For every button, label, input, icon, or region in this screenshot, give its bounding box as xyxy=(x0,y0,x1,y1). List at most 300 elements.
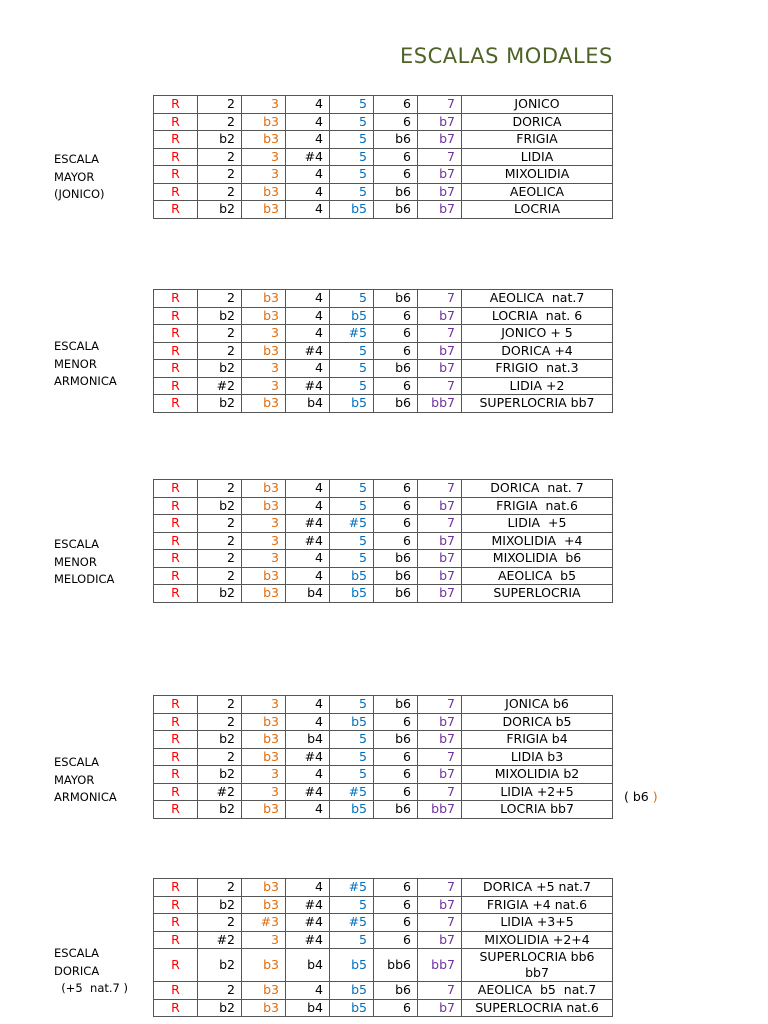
root-cell: R xyxy=(154,713,198,731)
degree-cell: b7 xyxy=(418,307,462,325)
table-row xyxy=(154,949,613,982)
degree-cell: b6 xyxy=(374,183,418,201)
note-text: b6 xyxy=(632,789,649,804)
degree-cell: 5 xyxy=(330,148,374,166)
table-row xyxy=(154,914,613,932)
degree-cell: 2 xyxy=(198,914,242,932)
table-row xyxy=(154,377,613,395)
degree-cell: 4 xyxy=(286,480,330,498)
degree-cell: b2 xyxy=(198,497,242,515)
degree-cell: 4 xyxy=(286,183,330,201)
degree-cell: b7 xyxy=(418,183,462,201)
degree-cell: 2 xyxy=(198,515,242,533)
table-row xyxy=(154,696,613,714)
degree-cell: b6 xyxy=(374,131,418,149)
mode-name-cell: LIDIA +5 xyxy=(462,515,613,533)
degree-cell: b3 xyxy=(242,183,286,201)
mode-name-cell: MIXOLIDIA +2+4 xyxy=(462,931,613,949)
degree-cell: b7 xyxy=(418,731,462,749)
degree-cell: 7 xyxy=(418,982,462,1000)
degree-cell: b6 xyxy=(374,550,418,568)
degree-cell: b7 xyxy=(418,532,462,550)
table-row xyxy=(154,290,613,308)
table-row xyxy=(154,982,613,1000)
root-cell: R xyxy=(154,377,198,395)
root-cell: R xyxy=(154,896,198,914)
mode-name-cell: AEOLICA b5 xyxy=(462,567,613,585)
note-close-paren: ) xyxy=(648,789,658,804)
root-cell: R xyxy=(154,532,198,550)
degree-cell: b4 xyxy=(286,999,330,1017)
table-row xyxy=(154,748,613,766)
degree-cell: #4 xyxy=(286,748,330,766)
degree-cell: b5 xyxy=(330,999,374,1017)
degree-cell: 6 xyxy=(374,148,418,166)
degree-cell: 5 xyxy=(330,131,374,149)
mode-name-cell: AEOLICA xyxy=(462,183,613,201)
degree-cell: 2 xyxy=(198,325,242,343)
mode-name-cell: FRIGIA xyxy=(462,131,613,149)
mode-name-cell: SUPERLOCRIA bb7 xyxy=(462,395,613,413)
table-row xyxy=(154,183,613,201)
degree-cell: 6 xyxy=(374,766,418,784)
degree-cell: 2 xyxy=(198,567,242,585)
degree-cell: 5 xyxy=(330,748,374,766)
degree-cell: 3 xyxy=(242,696,286,714)
degree-cell: 5 xyxy=(330,532,374,550)
degree-cell: b3 xyxy=(242,342,286,360)
degree-cell: b3 xyxy=(242,801,286,819)
scale-label: ESCALA DORICA (+5 nat.7 ) xyxy=(54,946,129,995)
degree-cell: 4 xyxy=(286,360,330,378)
table-row xyxy=(154,896,613,914)
degree-cell: #4 xyxy=(286,532,330,550)
degree-cell: b3 xyxy=(242,307,286,325)
root-cell: R xyxy=(154,290,198,308)
table-row xyxy=(154,201,613,219)
degree-cell: 7 xyxy=(418,748,462,766)
table-row xyxy=(154,480,613,498)
degree-cell: 6 xyxy=(374,497,418,515)
table-row xyxy=(154,395,613,413)
root-cell: R xyxy=(154,497,198,515)
degree-cell: 6 xyxy=(374,325,418,343)
degree-cell: 6 xyxy=(374,896,418,914)
degree-cell: b3 xyxy=(242,896,286,914)
degree-cell: #5 xyxy=(330,914,374,932)
degree-cell: bb7 xyxy=(418,395,462,413)
degree-cell: 5 xyxy=(330,896,374,914)
degree-cell: 6 xyxy=(374,113,418,131)
degree-cell: b7 xyxy=(418,766,462,784)
degree-cell: #5 xyxy=(330,325,374,343)
degree-cell: b2 xyxy=(198,201,242,219)
mode-name-cell: SUPERLOCRIA nat.6 xyxy=(462,999,613,1017)
root-cell: R xyxy=(154,183,198,201)
root-cell: R xyxy=(154,96,198,114)
mode-name-cell: DORICA nat. 7 xyxy=(462,480,613,498)
root-cell: R xyxy=(154,931,198,949)
mode-name-cell: LIDIA +3+5 xyxy=(462,914,613,932)
root-cell: R xyxy=(154,395,198,413)
degree-cell: b5 xyxy=(330,585,374,603)
degree-cell: 6 xyxy=(374,166,418,184)
degree-cell: b4 xyxy=(286,395,330,413)
degree-cell: b3 xyxy=(242,290,286,308)
degree-cell: #5 xyxy=(330,879,374,897)
root-cell: R xyxy=(154,550,198,568)
degree-cell: b6 xyxy=(374,360,418,378)
degree-cell: 6 xyxy=(374,480,418,498)
root-cell: R xyxy=(154,201,198,219)
degree-cell: b4 xyxy=(286,949,330,982)
table-row xyxy=(154,166,613,184)
degree-cell: 5 xyxy=(330,931,374,949)
degree-cell: 2 xyxy=(198,480,242,498)
root-cell: R xyxy=(154,949,198,982)
mode-name-cell: MIXOLIDIA xyxy=(462,166,613,184)
degree-cell: 4 xyxy=(286,982,330,1000)
degree-cell: 2 xyxy=(198,982,242,1000)
degree-cell: 2 xyxy=(198,290,242,308)
degree-cell: b6 xyxy=(374,201,418,219)
degree-cell: b2 xyxy=(198,801,242,819)
degree-cell: b6 xyxy=(374,567,418,585)
mode-table xyxy=(153,695,613,819)
table-row xyxy=(154,783,613,801)
degree-cell: 4 xyxy=(286,113,330,131)
degree-cell: 4 xyxy=(286,696,330,714)
degree-cell: b2 xyxy=(198,999,242,1017)
degree-cell: 3 xyxy=(242,532,286,550)
degree-cell: #4 xyxy=(286,342,330,360)
degree-cell: 5 xyxy=(330,96,374,114)
degree-cell: 2 xyxy=(198,713,242,731)
root-cell: R xyxy=(154,696,198,714)
degree-cell: 6 xyxy=(374,713,418,731)
table-row xyxy=(154,497,613,515)
degree-cell: b7 xyxy=(418,931,462,949)
degree-cell: 2 xyxy=(198,183,242,201)
degree-cell: b7 xyxy=(418,550,462,568)
degree-cell: b5 xyxy=(330,801,374,819)
mode-table xyxy=(153,289,613,413)
degree-cell: 4 xyxy=(286,550,330,568)
mode-name-cell: LIDIA b3 xyxy=(462,748,613,766)
degree-cell: 7 xyxy=(418,96,462,114)
degree-cell: 6 xyxy=(374,515,418,533)
table-row xyxy=(154,515,613,533)
mode-name-cell: MIXOLIDIA b6 xyxy=(462,550,613,568)
degree-cell: b3 xyxy=(242,497,286,515)
degree-cell: b4 xyxy=(286,585,330,603)
mode-table xyxy=(153,95,613,219)
root-cell: R xyxy=(154,131,198,149)
degree-cell: 5 xyxy=(330,696,374,714)
degree-cell: 7 xyxy=(418,290,462,308)
degree-cell: #2 xyxy=(198,931,242,949)
degree-cell: b2 xyxy=(198,307,242,325)
table-row xyxy=(154,325,613,343)
root-cell: R xyxy=(154,360,198,378)
degree-cell: b3 xyxy=(242,879,286,897)
degree-cell: 6 xyxy=(374,914,418,932)
side-note xyxy=(624,789,658,804)
degree-cell: 4 xyxy=(286,201,330,219)
mode-name-cell: FRIGIA +4 nat.6 xyxy=(462,896,613,914)
degree-cell: b2 xyxy=(198,766,242,784)
degree-cell: b7 xyxy=(418,713,462,731)
mode-name-cell: DORICA xyxy=(462,113,613,131)
degree-cell: 2 xyxy=(198,342,242,360)
mode-name-cell: FRIGIA b4 xyxy=(462,731,613,749)
scale-label: ESCALA MAYOR ARMONICA xyxy=(54,755,117,804)
degree-cell: 5 xyxy=(330,113,374,131)
table-row xyxy=(154,148,613,166)
degree-cell: 5 xyxy=(330,377,374,395)
degree-cell: bb6 xyxy=(374,949,418,982)
degree-cell: bb7 xyxy=(418,949,462,982)
table-row xyxy=(154,931,613,949)
table-row xyxy=(154,879,613,897)
degree-cell: b3 xyxy=(242,949,286,982)
degree-cell: b7 xyxy=(418,131,462,149)
mode-name-cell: LOCRIA nat. 6 xyxy=(462,307,613,325)
degree-cell: 3 xyxy=(242,325,286,343)
degree-cell: 2 xyxy=(198,550,242,568)
degree-cell: 4 xyxy=(286,567,330,585)
table-row xyxy=(154,766,613,784)
degree-cell: b2 xyxy=(198,131,242,149)
degree-cell: #5 xyxy=(330,515,374,533)
degree-cell: b7 xyxy=(418,585,462,603)
degree-cell: b7 xyxy=(418,201,462,219)
degree-cell: 5 xyxy=(330,731,374,749)
degree-cell: 4 xyxy=(286,713,330,731)
degree-cell: 7 xyxy=(418,325,462,343)
degree-cell: 2 xyxy=(198,166,242,184)
degree-cell: b3 xyxy=(242,731,286,749)
degree-cell: 3 xyxy=(242,96,286,114)
root-cell: R xyxy=(154,914,198,932)
mode-name-cell: JONICO xyxy=(462,96,613,114)
degree-cell: b5 xyxy=(330,395,374,413)
degree-cell: #2 xyxy=(198,377,242,395)
degree-cell: b3 xyxy=(242,713,286,731)
mode-name-cell: LIDIA +2 xyxy=(462,377,613,395)
degree-cell: 6 xyxy=(374,377,418,395)
root-cell: R xyxy=(154,879,198,897)
degree-cell: 3 xyxy=(242,931,286,949)
mode-name-cell: JONICA b6 xyxy=(462,696,613,714)
scale-label: ESCALA MENOR MELODICA xyxy=(54,537,115,586)
degree-cell: bb7 xyxy=(418,801,462,819)
degree-cell: #4 xyxy=(286,515,330,533)
mode-name-cell: LIDIA xyxy=(462,148,613,166)
degree-cell: b6 xyxy=(374,731,418,749)
root-cell: R xyxy=(154,567,198,585)
table-row xyxy=(154,999,613,1017)
degree-cell: 7 xyxy=(418,515,462,533)
degree-cell: b2 xyxy=(198,896,242,914)
degree-cell: b7 xyxy=(418,999,462,1017)
table-row xyxy=(154,131,613,149)
root-cell: R xyxy=(154,766,198,784)
table-row xyxy=(154,113,613,131)
note-open-paren: ( xyxy=(624,789,633,804)
degree-cell: b6 xyxy=(374,395,418,413)
degree-cell: #4 xyxy=(286,896,330,914)
degree-cell: 5 xyxy=(330,183,374,201)
degree-cell: 3 xyxy=(242,360,286,378)
root-cell: R xyxy=(154,113,198,131)
mode-name-cell: MIXOLIDIA +4 xyxy=(462,532,613,550)
degree-cell: b2 xyxy=(198,395,242,413)
degree-cell: b6 xyxy=(374,585,418,603)
degree-cell: 6 xyxy=(374,532,418,550)
degree-cell: 4 xyxy=(286,766,330,784)
root-cell: R xyxy=(154,801,198,819)
degree-cell: 5 xyxy=(330,166,374,184)
degree-cell: 6 xyxy=(374,96,418,114)
mode-name-cell: FRIGIO nat.3 xyxy=(462,360,613,378)
degree-cell: b7 xyxy=(418,497,462,515)
degree-cell: b3 xyxy=(242,585,286,603)
mode-name-cell: AEOLICA nat.7 xyxy=(462,290,613,308)
mode-table xyxy=(153,479,613,603)
degree-cell: 4 xyxy=(286,325,330,343)
degree-cell: 2 xyxy=(198,113,242,131)
degree-cell: b2 xyxy=(198,949,242,982)
degree-cell: 3 xyxy=(242,550,286,568)
degree-cell: 4 xyxy=(286,801,330,819)
degree-cell: 4 xyxy=(286,307,330,325)
mode-name-cell: SUPERLOCRIA bb6 bb7 xyxy=(462,949,613,982)
mode-name-cell: LIDIA +2+5 xyxy=(462,783,613,801)
degree-cell: b3 xyxy=(242,567,286,585)
degree-cell: b4 xyxy=(286,731,330,749)
degree-cell: 3 xyxy=(242,148,286,166)
degree-cell: #4 xyxy=(286,931,330,949)
degree-cell: 6 xyxy=(374,999,418,1017)
degree-cell: b7 xyxy=(418,567,462,585)
root-cell: R xyxy=(154,480,198,498)
mode-name-cell: FRIGIA nat.6 xyxy=(462,497,613,515)
root-cell: R xyxy=(154,515,198,533)
degree-cell: b3 xyxy=(242,748,286,766)
degree-cell: b3 xyxy=(242,982,286,1000)
mode-table xyxy=(153,878,613,1017)
degree-cell: 4 xyxy=(286,166,330,184)
degree-cell: b6 xyxy=(374,696,418,714)
degree-cell: 2 xyxy=(198,748,242,766)
table-row xyxy=(154,96,613,114)
degree-cell: #3 xyxy=(242,914,286,932)
mode-name-cell: LOCRIA xyxy=(462,201,613,219)
degree-cell: 3 xyxy=(242,166,286,184)
degree-cell: #4 xyxy=(286,148,330,166)
root-cell: R xyxy=(154,307,198,325)
degree-cell: 3 xyxy=(242,766,286,784)
mode-name-cell: SUPERLOCRIA xyxy=(462,585,613,603)
table-row xyxy=(154,342,613,360)
degree-cell: b3 xyxy=(242,999,286,1017)
degree-cell: b3 xyxy=(242,113,286,131)
degree-cell: b2 xyxy=(198,360,242,378)
degree-cell: b7 xyxy=(418,360,462,378)
degree-cell: b5 xyxy=(330,713,374,731)
degree-cell: 7 xyxy=(418,914,462,932)
degree-cell: 4 xyxy=(286,497,330,515)
table-row xyxy=(154,307,613,325)
degree-cell: b5 xyxy=(330,201,374,219)
table-row xyxy=(154,360,613,378)
root-cell: R xyxy=(154,748,198,766)
mode-name-cell: LOCRIA bb7 xyxy=(462,801,613,819)
degree-cell: b7 xyxy=(418,342,462,360)
mode-name-cell: DORICA +4 xyxy=(462,342,613,360)
degree-cell: b5 xyxy=(330,982,374,1000)
degree-cell: 2 xyxy=(198,879,242,897)
table-row xyxy=(154,731,613,749)
degree-cell: b3 xyxy=(242,395,286,413)
root-cell: R xyxy=(154,342,198,360)
table-row xyxy=(154,567,613,585)
degree-cell: 5 xyxy=(330,497,374,515)
degree-cell: 6 xyxy=(374,307,418,325)
degree-cell: 7 xyxy=(418,480,462,498)
degree-cell: 2 xyxy=(198,696,242,714)
root-cell: R xyxy=(154,166,198,184)
root-cell: R xyxy=(154,982,198,1000)
degree-cell: 5 xyxy=(330,360,374,378)
degree-cell: 5 xyxy=(330,766,374,784)
degree-cell: 6 xyxy=(374,931,418,949)
degree-cell: 7 xyxy=(418,696,462,714)
degree-cell: b6 xyxy=(374,801,418,819)
degree-cell: b7 xyxy=(418,896,462,914)
degree-cell: 3 xyxy=(242,515,286,533)
degree-cell: b2 xyxy=(198,585,242,603)
degree-cell: #4 xyxy=(286,914,330,932)
degree-cell: 6 xyxy=(374,342,418,360)
table-row xyxy=(154,713,613,731)
degree-cell: 3 xyxy=(242,377,286,395)
mode-name-cell: JONICO + 5 xyxy=(462,325,613,343)
degree-cell: 5 xyxy=(330,480,374,498)
mode-name-cell: DORICA +5 nat.7 xyxy=(462,879,613,897)
degree-cell: 5 xyxy=(330,290,374,308)
degree-cell: 7 xyxy=(418,377,462,395)
degree-cell: 2 xyxy=(198,96,242,114)
degree-cell: b3 xyxy=(242,131,286,149)
table-row xyxy=(154,532,613,550)
degree-cell: 4 xyxy=(286,290,330,308)
degree-cell: #5 xyxy=(330,783,374,801)
degree-cell: 6 xyxy=(374,879,418,897)
degree-cell: 6 xyxy=(374,748,418,766)
degree-cell: #4 xyxy=(286,783,330,801)
degree-cell: 7 xyxy=(418,148,462,166)
degree-cell: 3 xyxy=(242,783,286,801)
mode-name-cell: DORICA b5 xyxy=(462,713,613,731)
degree-cell: 2 xyxy=(198,148,242,166)
mode-name-cell: AEOLICA b5 nat.7 xyxy=(462,982,613,1000)
root-cell: R xyxy=(154,325,198,343)
mode-name-cell: MIXOLIDIA b2 xyxy=(462,766,613,784)
degree-cell: b7 xyxy=(418,113,462,131)
degree-cell: 7 xyxy=(418,879,462,897)
